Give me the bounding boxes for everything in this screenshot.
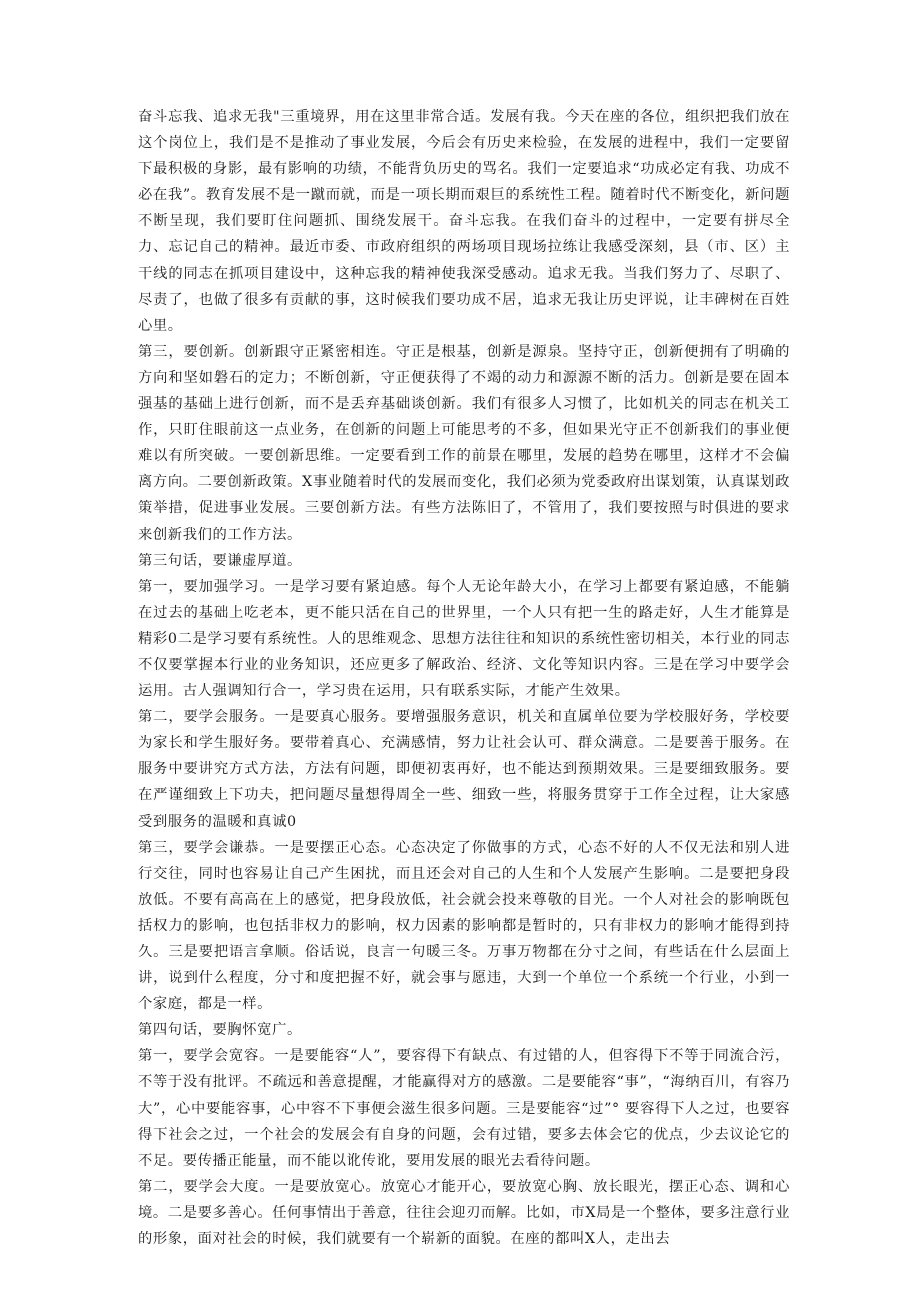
paragraph-innovation: 第三，要创新。创新跟守正紧密相连。守正是根基，创新是源泉。坚持守正，创新便拥有了明确的方向和坚如磐石的定力；不断创新，守正便获得了不竭的动力和源源不断的活力。创新是要在固本强基的基础上进行创新，而不是丢弃基础谈创新。我们有很多人习惯了，比如机关的同志在机关工作，只盯住眼前这一点业务，在创新的问题上可能思考的不多，但如果光守正不创新我们的事业便难以有所突破。一要创新思维。一定要看到工作的前景在哪里，发展的趋势在哪里，这样才不会偏离方向。二要创新政策。X事业随着时代的发展而变化，我们必须为党委政府出谋划策，认真谋划政策举措，促进事业发展。三要创新方法。有些方法陈旧了，不管用了，我们要按照与时俱进的要求来创新我们的工作方法。 [138, 343, 790, 543]
section-heading-broad-mind: 第四句话，要胸怀宽广。 [138, 1022, 302, 1039]
paragraph-learning: 第一，要加强学习。一是学习要有紧迫感。每个人无论年龄大小，在学习上都要有紧迫感，不能躺在过去的基础上吃老本，更不能只活在自己的世界里，一个人只有把一生的路走好，人生才能算是精彩0二是学习要有系统性。人的思维观念、思想方法往往和知识的系统性密切相关，本行业的同志不仅要掌握本行业的业务知识，还应更多了解政治、经济、文化等知识内容。三是在学习中要学会运用。古人强调知行合一，学习贵在运用，只有联系实际，才能产生效果。 [138, 578, 790, 700]
paragraph-generosity: 第二，要学会大度。一是要放宽心。放宽心才能开心，要放宽心胸、放长眼光，摆正心态、调和心境。二是要多善心。任何事情出于善意，往往会迎刃而解。比如，市X局是一个整体，要多注意行业的形象，面对社会的时候，我们就要有一个崭新的面貌。在座的都叫X人，走出去 [138, 1178, 790, 1248]
paragraph-service: 第二，要学会服务。一是要真心服务。要增强服务意识，机关和直属单位要为学校服好务，学校要为家长和学生服好务。要带着真心、充满感情，努力让社会认可、群众满意。二是要善于服务。在服务中要讲究方式方法，方法有问题，即便初衷再好，也不能达到预期效果。三是要细致服务。要在严谨细致上下功夫，把问题尽量想得周全一些、细致一些，将服务贯穿于工作全过程，让大家感受到服务的温暖和真诚0 [138, 709, 790, 830]
document-body [138, 104, 790, 1252]
section-heading-humble: 第三句话，要谦虚厚道。 [138, 552, 302, 569]
paragraph-tolerance: 第一，要学会宽容。一是要能容“人”，要容得下有缺点、有过错的人，但容得下不等于同流合污，不等于没有批评。不疏远和善意提醒，才能赢得对方的感激。二是要能容“事”，“海纳百川，有容乃大”，心中要能容事，心中容不下事便会滋生很多问题。三是要能容“过”° 要容得下人之过，也要容得下社会之过，一个社会的发展会有自身的问题，会有过错，要多去体会它的优点，少去议论它的不足。要传播正能量，而不能以讹传讹，要用发展的眼光去看待问题。 [138, 1048, 790, 1169]
paragraph-three-realms: 奋斗忘我、追求无我"三重境界，用在这里非常合适。发展有我。今天在座的各位，组织把我们放在这个岗位上，我们是不是推动了事业发展，今后会有历史来检验，在发展的进程中，我们一定要留下最积极的身影，最有影响的功绩，不能背负历史的骂名。我们一定要追求“功成必定有我、功成不必在我”。教育发展不是一蹴而就，而是一项长期而艰巨的系统性工程。随着时代不断变化，新问题不断呈现，我们要盯住问题抓、围绕发展干。奋斗忘我。在我们奋斗的过程中，一定要有拼尽全力、忘记自己的精神。最近市委、市政府组织的两场项目现场拉练让我感受深刻，县（市、区）主干线的同志在抓项目建设中，这种忘我的精神使我深受感动。追求无我。当我们努力了、尽职了、尽责了，也做了很多有贡献的事，这时候我们要功成不居，追求无我让历史评说，让丰碑树在百姓心里。 [138, 109, 790, 334]
paragraph-modesty: 第三，要学会谦恭。一是要摆正心态。心态决定了你做事的方式，心态不好的人不仅无法和别人进行交往，同时也容易让自己产生困扰，而且还会对自己的人生和个人发展产生影响。二是要把身段放低。不要有高高在上的感觉，把身段放低，社会就会投来尊敬的目光。一个人对社会的影响既包括权力的影响，也包括非权力的影响，权力因素的影响都是暂时的，只有非权力的影响才能得到持久。三是要把语言拿顺。俗话说，良言一句暖三冬。万事万物都在分寸之间，有些话在什么层面上讲，说到什么程度，分寸和度把握不好，就会事与愿违，大到一个单位一个系统一个行业，小到一个家庭，都是一样。 [138, 839, 790, 1013]
